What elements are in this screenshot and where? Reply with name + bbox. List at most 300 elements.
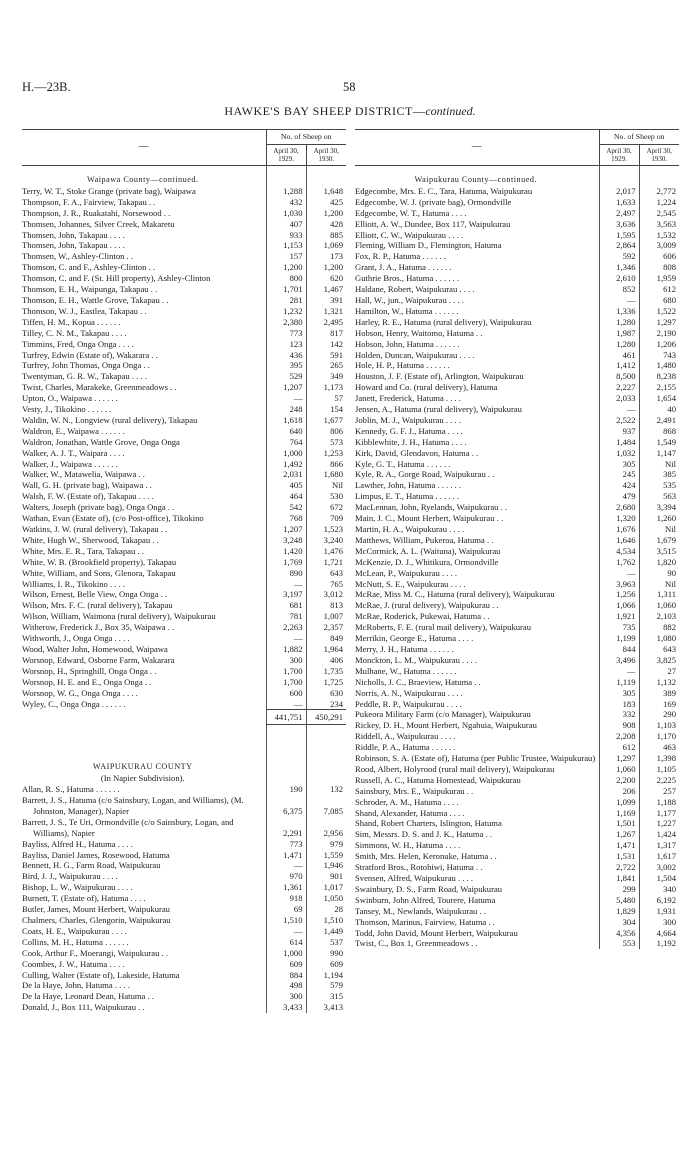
table-row [355, 360, 679, 371]
table-row [22, 980, 346, 991]
table-row [355, 382, 679, 393]
owner-name: Edgecombe, Mrs. E. C., Tara, Hatuma, Waipukurau [355, 185, 533, 196]
sheep-1930: 173 [306, 251, 346, 262]
sheep-1929: 908 [599, 720, 639, 731]
sheep-1930: 27 [639, 666, 679, 677]
sheep-1930: 1,725 [306, 677, 346, 688]
owner-name: Walsh, F. W. (Estate of), Takapau . . . . [22, 491, 154, 502]
sheep-1930: 1,177 [639, 808, 679, 819]
table-row [22, 677, 346, 688]
owner-name: Timmins, Fred, Onga Onga . . . . [22, 338, 134, 349]
sheep-1929: 1,762 [599, 557, 639, 568]
sheep-1929: 1,256 [599, 589, 639, 600]
sheep-1930: 849 [306, 633, 346, 644]
sheep-1929: 1,633 [599, 197, 639, 208]
owner-name: Thomson, E. H., Waipunga, Takapau . . [22, 284, 158, 295]
sheep-1929: 206 [599, 786, 639, 797]
owner-name: Rood, Albert, Holyrood (rural mail delivery), Waipukurau [355, 763, 555, 774]
sheep-1930: 40 [639, 404, 679, 415]
sheep-1929: 2,031 [266, 469, 306, 480]
table-row [355, 611, 679, 622]
table-row [22, 699, 346, 710]
sheep-1929: 407 [266, 219, 306, 230]
table-row [355, 350, 679, 361]
sheep-1930: 1,959 [639, 273, 679, 284]
sheep-1929: 1,921 [599, 611, 639, 622]
sheep-count-group-header: No. of Sheep on [599, 130, 679, 145]
sheep-1929: 2,380 [266, 317, 306, 328]
table-row [22, 915, 346, 926]
sheep-1929: 2,497 [599, 208, 639, 219]
sheep-1929: 183 [599, 699, 639, 710]
sheep-1929: 1,501 [599, 818, 639, 829]
table-row [22, 579, 346, 590]
section-heading [22, 753, 346, 773]
sheep-1930: 1,321 [306, 306, 346, 317]
sheep-1930: 406 [306, 655, 346, 666]
sheep-1929: 884 [266, 970, 306, 981]
sheep-1930: 90 [639, 568, 679, 579]
owner-name: Twist, Charles, Marakeke, Greenmeadows . . [22, 382, 177, 393]
sheep-1929: 1,412 [599, 360, 639, 371]
sheep-1929: — [599, 295, 639, 306]
owner-column-header: — [22, 130, 266, 166]
sheep-1930: 169 [639, 699, 679, 710]
table-row [22, 404, 346, 415]
sheep-1930: 1,617 [639, 851, 679, 862]
sheep-1930: 57 [306, 393, 346, 404]
table-row [355, 786, 679, 797]
table-row [22, 382, 346, 393]
spacer-row [22, 739, 346, 753]
sheep-1930: 2,495 [306, 317, 346, 328]
owner-name: Wilson, Mrs. F. C. (rural delivery), Takapau [22, 600, 173, 611]
owner-name: Robinson, S. A. (Estate of), Hatuma (per Public Trustee, Waipukurau) [355, 753, 596, 764]
table-row [22, 208, 346, 219]
sheep-1929: 1,060 [599, 764, 639, 775]
sheep-1929: 3,197 [266, 589, 306, 600]
owner-name: McRoberts, F. E. (rural mail delivery), Waipukurau [355, 622, 532, 633]
sheep-1929: 3,496 [599, 655, 639, 666]
owner-name: Howard and Co. (rural delivery), Hatuma [355, 382, 498, 393]
owner-name: Shand, Alexander, Hatuma . . . . [355, 807, 465, 818]
sheep-1929: 553 [599, 938, 639, 949]
page-title-main: HAWKE'S BAY SHEEP DISTRICT— [224, 104, 426, 118]
sheep-1930: 2,772 [639, 186, 679, 197]
table-row [22, 306, 346, 317]
sheep-1930: 612 [639, 284, 679, 295]
owner-name: McRae, J. (rural delivery), Waipukurau . . [355, 600, 499, 611]
sheep-1930: 154 [306, 404, 346, 415]
table-row [355, 197, 679, 208]
table-row [22, 784, 346, 795]
sheep-1929: 2,200 [599, 775, 639, 786]
sheep-1930: 1,206 [639, 339, 679, 350]
sheep-1930: 680 [639, 295, 679, 306]
table-row [355, 938, 679, 949]
sheep-1929: — [599, 568, 639, 579]
sheep-1930: 428 [306, 219, 346, 230]
sheep-1930: 257 [639, 786, 679, 797]
sheep-1930: 3,515 [639, 546, 679, 557]
sheep-1930: 1,192 [639, 938, 679, 949]
sheep-1929: 764 [266, 437, 306, 448]
sheep-1929: 1,297 [599, 753, 639, 764]
sheep-1930: 1,017 [306, 882, 346, 893]
sheep-1930: 1,317 [639, 840, 679, 851]
table-row [22, 893, 346, 904]
sheep-1930: 1,648 [306, 186, 346, 197]
sheep-1930: 1,050 [306, 893, 346, 904]
table-row [22, 991, 346, 1002]
owner-name: Walker, W., Matawelia, Waipawa . . [22, 469, 145, 480]
owner-name: Waldron, E., Waipawa . . . . . . [22, 425, 125, 436]
sheep-1929 [266, 725, 306, 740]
owner-name: White, William, and Sons, Glenora, Takapau [22, 567, 176, 578]
sheep-1930: 3,825 [639, 655, 679, 666]
table-row [355, 797, 679, 808]
owner-name: Hole, H. P., Hatuma . . . . . . [355, 360, 450, 371]
sheep-1930: 265 [306, 360, 346, 371]
sheep-1930: 1,080 [639, 633, 679, 644]
sheep-1930: 1,069 [306, 240, 346, 251]
sheep-1930: 573 [306, 437, 346, 448]
sheep-1930: 1,007 [306, 611, 346, 622]
sheep-1930: 2,956 [306, 817, 346, 839]
sheep-1929: 2,033 [599, 393, 639, 404]
sheep-1930: 579 [306, 980, 346, 991]
table-row [22, 633, 346, 644]
owner-name: Coombes, J. W., Hatuma . . . . [22, 958, 125, 969]
table-row [22, 655, 346, 666]
owner-name: Twentyman, G. R. W., Takapau . . . . [22, 371, 147, 382]
table-row [22, 589, 346, 600]
table-row [355, 633, 679, 644]
sheep-1930: 1,532 [639, 230, 679, 241]
sheep-1930: 3,009 [639, 240, 679, 251]
sheep-1930 [306, 753, 346, 773]
sheep-1930: 535 [639, 480, 679, 491]
owner-name: Joblin, M. J., Waipukurau . . . . [355, 414, 461, 425]
table-row [355, 295, 679, 306]
sheep-1929: 3,248 [266, 535, 306, 546]
table-row [22, 284, 346, 295]
owner-name: Hobson, John, Hatuma . . . . . . [355, 338, 460, 349]
owner-name: Thomson, C. and F., Ashley-Clinton . . [22, 262, 155, 273]
sheep-1929: 405 [266, 480, 306, 491]
table-row [22, 371, 346, 382]
sheep-1929 [599, 166, 639, 186]
sheep-1929: — [266, 579, 306, 590]
owner-name: Wall, G. H. (private bag), Waipawa . . [22, 480, 152, 491]
table-row [355, 895, 679, 906]
table-row [355, 306, 679, 317]
table-body-right [355, 166, 679, 950]
sheep-1930: 672 [306, 502, 346, 513]
table-row [355, 480, 679, 491]
table-row [355, 873, 679, 884]
owner-name: Grant, J. A., Hatuma . . . . . . [355, 262, 452, 273]
sheep-1929: 844 [599, 644, 639, 655]
table-row [22, 350, 346, 361]
sheep-1930: 28 [306, 904, 346, 915]
sheep-1930: 1,946 [306, 860, 346, 871]
owner-name: Worsnop, W. G., Onga Onga . . . . [22, 687, 138, 698]
sheep-1929: 1,618 [266, 415, 306, 426]
sheep-table-left [22, 129, 346, 1013]
sheep-1929: 4,534 [599, 546, 639, 557]
owner-name: Thomsen, Johannes, Silver Creek, Makaretu [22, 218, 175, 229]
sheep-1929: 2,864 [599, 240, 639, 251]
table-row [22, 904, 346, 915]
owner-column-header: — [355, 130, 599, 166]
owner-name: White, Hugh W., Sherwood, Takapau . . [22, 534, 159, 545]
sheep-1929: — [266, 699, 306, 710]
col-1929-header: April 30, 1929. [266, 145, 306, 166]
table-row [355, 666, 679, 677]
sheep-1929: 248 [266, 404, 306, 415]
sheep-1929: 1,346 [599, 262, 639, 273]
sheep-1929: 304 [599, 917, 639, 928]
owner-name: (In Napier Subdivision). [100, 773, 185, 784]
sheep-1930: Nil [639, 579, 679, 590]
sheep-1929: 1,232 [266, 306, 306, 317]
sheep-1929: 2,017 [599, 186, 639, 197]
sheep-1930 [306, 725, 346, 740]
table-row [22, 502, 346, 513]
sheep-1929: 1,361 [266, 882, 306, 893]
owner-name: Chalmers, Charles, Glengorin, Waipukurau [22, 915, 171, 925]
table-row [22, 393, 346, 404]
sheep-1930: 300 [639, 917, 679, 928]
table-row [355, 644, 679, 655]
sheep-1930: 1,931 [639, 906, 679, 917]
sheep-1929: 2,208 [599, 731, 639, 742]
sheep-1929 [266, 773, 306, 784]
sheep-1930: 1,103 [639, 720, 679, 731]
owner-name: Elliott, C. W., Waipukurau . . . . [355, 229, 464, 240]
sheep-1930: 3,413 [306, 1002, 346, 1013]
sheep-1929: 498 [266, 980, 306, 991]
sheep-1930: 1,170 [639, 731, 679, 742]
sheep-1929: 1,492 [266, 459, 306, 470]
sheep-1930: 866 [306, 459, 346, 470]
table-row [22, 197, 346, 208]
sheep-1929: 1,484 [599, 437, 639, 448]
table-row [22, 273, 346, 284]
table-row [355, 317, 679, 328]
table-row [22, 688, 346, 699]
sheep-1930: 391 [306, 295, 346, 306]
owner-name: Sainsbury, Mrs. E., Waipukurau . . [355, 785, 474, 796]
page-number: 58 [343, 80, 356, 94]
table-row [22, 546, 346, 557]
sheep-1929: 681 [266, 600, 306, 611]
table-row [355, 829, 679, 840]
owner-name: Smith, Mrs. Helen, Keronuke, Hatuma . . [355, 851, 497, 862]
sheep-1929: 1,769 [266, 557, 306, 568]
sheep-1929: 1,471 [599, 840, 639, 851]
owner-name: Watkins, J. W. (rural delivery), Takapau . . [22, 524, 168, 534]
sheep-1929: 2,291 [266, 817, 306, 839]
sheep-1930: 990 [306, 948, 346, 959]
sheep-1929: 461 [599, 350, 639, 361]
table-row [355, 753, 679, 764]
owner-name: Harley, R. E., Hatuma (rural delivery), Waipukurau [355, 316, 532, 327]
owner-name: Withworth, J., Onga Onga . . . . [22, 633, 130, 644]
sheep-1929: — [599, 666, 639, 677]
sheep-1929: 529 [266, 371, 306, 382]
owner-name: Barrett, J. S., Hatuma (c/o Sainsbury, Logan, and Williams), (M. Johnston, Manager), Napier [22, 795, 244, 816]
sheep-1930: 591 [306, 350, 346, 361]
owner-name: Cook, Arthur F., Moerangi, Waipukurau . . [22, 947, 168, 958]
sheep-1929: 1,336 [599, 306, 639, 317]
table-row [22, 339, 346, 350]
owner-name: Kyle, R. A., Gorge Road, Waipukurau . . [355, 469, 495, 480]
sheep-1930 [306, 739, 346, 753]
table-row [355, 262, 679, 273]
sheep-1929: 436 [266, 350, 306, 361]
sheep-1929: 305 [599, 688, 639, 699]
owner-name: Holden, Duncan, Waipukurau . . . . [355, 349, 475, 360]
table-row [355, 568, 679, 579]
table-row [22, 262, 346, 273]
table-row [22, 926, 346, 937]
sheep-1930: 1,224 [639, 197, 679, 208]
sheep-1929: — [599, 404, 639, 415]
sheep-1930: 1,522 [639, 306, 679, 317]
table-row [355, 273, 679, 284]
sheep-1929: 937 [599, 426, 639, 437]
sheep-1930: 2,225 [639, 775, 679, 786]
sheep-1930: 2,103 [639, 611, 679, 622]
sheep-table-right [355, 129, 679, 949]
table-row [22, 295, 346, 306]
table-row [355, 884, 679, 895]
sheep-1930: 2,155 [639, 382, 679, 393]
sheep-1929: 1,882 [266, 644, 306, 655]
sheep-1930: 315 [306, 991, 346, 1002]
sheep-1929: 1,000 [266, 448, 306, 459]
sheep-1930: 1,480 [639, 360, 679, 371]
sheep-1930: 1,964 [306, 644, 346, 655]
owner-name: Bishop, L. W., Waipukurau . . . . [22, 882, 133, 893]
sheep-1930: 8,238 [639, 371, 679, 382]
sheep-1929: 933 [266, 230, 306, 241]
sheep-1930: 1,510 [306, 915, 346, 926]
owner-name: Svensen, Alfred, Waipukurau . . . . [355, 873, 474, 883]
table-row [355, 535, 679, 546]
sheep-1930: 563 [639, 491, 679, 502]
table-row [355, 720, 679, 731]
sheep-1930: 882 [639, 622, 679, 633]
sheep-1929: 1,987 [599, 328, 639, 339]
table-row [22, 568, 346, 579]
owner-name: Lawther, John, Hatuma . . . . . . [355, 480, 462, 491]
section-subheading [22, 773, 346, 784]
owner-name: Wyley, C., Onga Onga . . . . . . [22, 699, 126, 709]
owner-name: Swinburn, John Alfred, Tourere, Hatuma [355, 894, 496, 905]
owner-name: Tansey, M., Newlands, Waipukurau . . [355, 905, 486, 916]
table-row [355, 688, 679, 699]
table-row [355, 437, 679, 448]
sheep-1930: 1,132 [639, 677, 679, 688]
owner-name: Edgecombe, W. J. (private bag), Ormondville [355, 196, 512, 207]
table-row [355, 699, 679, 710]
owner-name: Allan, R. S., Hatuma . . . . . . [22, 784, 120, 795]
sheep-1930: Nil [306, 480, 346, 491]
owner-name: Elliott, A. W., Dundee, Box 117, Waipukurau [355, 218, 511, 229]
sheep-1930: 234 [306, 699, 346, 710]
table-row [355, 448, 679, 459]
sheep-1929: 6,375 [266, 795, 306, 817]
owner-name: Thomson, W. J., Eastlea, Takapau . . [22, 305, 147, 316]
owner-name: Merrikin, George E., Hatuma . . . . [355, 633, 474, 644]
sheep-1929: 1,032 [599, 448, 639, 459]
owner-name: Upton, O., Waipawa . . . . . . [22, 393, 118, 404]
sheep-1930 [306, 773, 346, 784]
sheep-1930: 1,311 [639, 589, 679, 600]
sheep-1929: 1,066 [599, 600, 639, 611]
table-row [355, 219, 679, 230]
owner-name: Collins, M. H., Hatuma . . . . . . [22, 936, 129, 947]
owner-name: Williams, I. R., Tikokino . . . . [22, 578, 126, 589]
table-row [22, 186, 346, 197]
owner-name: Hall, W., jun., Waipukurau . . . . [355, 294, 464, 305]
sheep-1929: 1,199 [599, 633, 639, 644]
owner-name: Monckton, L. M., Waipukurau . . . . [355, 654, 478, 665]
sheep-1929: 1,471 [266, 850, 306, 861]
sheep-1929: 609 [266, 959, 306, 970]
owner-name: Bayliss, Daniel James, Rosewood, Hatuma [22, 849, 170, 860]
table-row [355, 339, 679, 350]
sheep-1929: 1,320 [599, 513, 639, 524]
sheep-1930: 1,200 [306, 208, 346, 219]
sheep-1929: 781 [266, 611, 306, 622]
sheep-1929: 1,701 [266, 284, 306, 295]
table-row [355, 328, 679, 339]
sheep-1929: 1,595 [599, 230, 639, 241]
table-row [22, 469, 346, 480]
owner-name: Butler, James, Mount Herbert, Waipukurau [22, 904, 170, 915]
table-row [355, 677, 679, 688]
table-row [355, 557, 679, 568]
table-row [355, 764, 679, 775]
owner-name: Thomson, C. and F. (St. Hill property), Ashley-Clinton [22, 273, 211, 284]
owner-name: Riddle, P. A., Hatuma . . . . . . [355, 742, 456, 753]
sheep-1930: 1,147 [639, 448, 679, 459]
sheep-1930: 3,012 [306, 589, 346, 600]
owner-name: Pukeora Military Farm (c/o Manager), Waipukurau [355, 709, 531, 720]
table-row [22, 882, 346, 893]
table-row [355, 186, 679, 197]
owner-name: Wilson, William, Waimona (rural delivery), Waipukurau [22, 611, 216, 622]
owner-name: McLean, P., Waipukurau . . . . [355, 567, 458, 578]
table-row [355, 393, 679, 404]
table-row [355, 862, 679, 873]
owner-name: Kirk, David, Glendavon, Hatuma . . [355, 447, 479, 458]
sheep-1929: 600 [266, 688, 306, 699]
owner-name: Simmons, W. H., Hatuma . . . . [355, 840, 461, 851]
table-row [355, 469, 679, 480]
owner-name: Donald, J., Box 111, Waipukurau . . [22, 1002, 145, 1013]
owner-name: MacLennan, John, Ryelands, Waipukurau . . [355, 502, 508, 513]
sheep-1929: 300 [266, 991, 306, 1002]
owner-name: Mulhane, W., Hatuma . . . . . . [355, 665, 457, 676]
sheep-1929: 592 [599, 251, 639, 262]
table-row [355, 622, 679, 633]
sheep-1929: 1,700 [266, 666, 306, 677]
